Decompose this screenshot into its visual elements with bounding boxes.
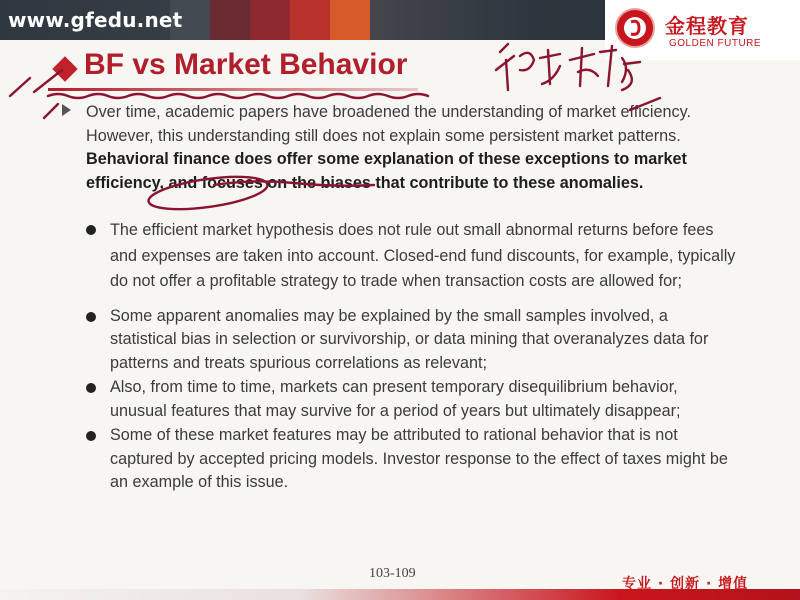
- logo-chinese-name: 金程教育: [665, 14, 749, 38]
- annotation-handwriting: [622, 62, 640, 90]
- bullet-dot-icon: [86, 383, 96, 393]
- list-item: [86, 376, 736, 423]
- intro-plain-text: Over time, academic papers have broadened the understanding of market efficiency. However, this understanding still does not explain some persistent market patterns.: [86, 103, 691, 145]
- intro-bold-text: Behavioral finance does offer some explanation of these exceptions to market efficiency, and focuses on the biases that contribute to these anomalies.: [86, 150, 687, 192]
- annotation-stroke: [44, 104, 58, 118]
- brand-logo: [605, 0, 800, 60]
- bullet-text: The efficient market hypothesis does not rule out small abnormal returns before fees and expenses are taken into account. Closed-end fund discounts, for example, typically do not offer a profitable strategy to trade when transaction costs are allowed for;: [110, 221, 736, 290]
- slide-title: BF vs Market Behavior: [84, 48, 408, 81]
- bullet-text: Also, from time to time, markets can present temporary disequilibrium behavior, unusual features that may survive for a period of years but ultimately disappear;: [110, 378, 681, 420]
- annotation-stroke: [10, 78, 30, 96]
- title-underline: [48, 88, 418, 91]
- list-item: [86, 424, 736, 495]
- header-color-blocks: [170, 0, 370, 40]
- bullet-dot-icon: [86, 431, 96, 441]
- logo-english-name: GOLDEN FUTURE: [669, 38, 762, 49]
- bullet-list: [86, 218, 736, 495]
- site-url: www.gfedu.net: [8, 8, 183, 32]
- page-number: 103-109: [369, 566, 416, 581]
- annotation-handwriting: [496, 44, 560, 90]
- title-diamond-icon: [52, 56, 77, 81]
- bullet-text: Some of these market features may be attributed to rational behavior that is not captured by accepted pricing models. Investor response to the effect of taxes might be an example of this issue.: [110, 426, 728, 491]
- list-item: [86, 218, 736, 295]
- logo-emblem-icon: [615, 8, 655, 48]
- intro-paragraph: [86, 101, 746, 195]
- list-item: [86, 305, 736, 376]
- bullet-text: Some apparent anomalies may be explained by the small samples involved, a statistical bias in selection or survivorship, or data mining that overanalyzes data for patterns and treats spurious correlations as relevant;: [110, 306, 709, 372]
- bullet-dot-icon: [86, 312, 96, 322]
- bullet-dot-icon: [86, 225, 96, 235]
- arrow-bullet-icon: [62, 104, 71, 116]
- footer-slogan: 专业 · 创新 · 增值: [622, 576, 749, 592]
- annotation-wavy-underline: [48, 94, 428, 98]
